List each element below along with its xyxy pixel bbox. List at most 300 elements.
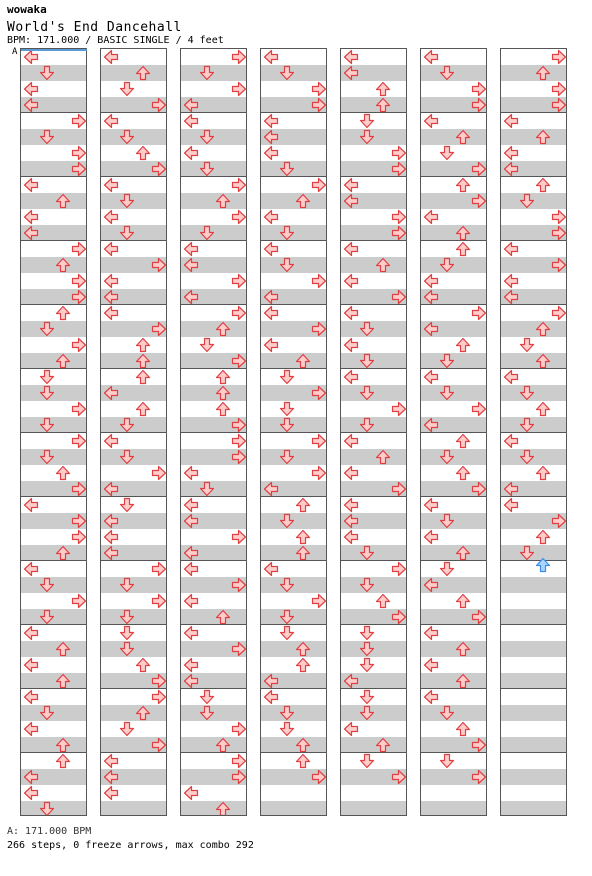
arrow-right-icon (391, 609, 407, 625)
arrow-down-icon (359, 625, 375, 641)
arrow-right-icon (71, 113, 87, 129)
arrow-down-icon (439, 145, 455, 161)
arrow-down-icon (439, 65, 455, 81)
beat-band (501, 609, 566, 625)
arrow-up-icon (215, 321, 231, 337)
arrow-left-icon (263, 289, 279, 305)
arrow-left-icon (423, 577, 439, 593)
bpm-change-marker (21, 49, 87, 51)
arrow-up-icon (135, 65, 151, 81)
measure-line (21, 752, 86, 753)
arrow-left-icon (183, 97, 199, 113)
arrow-left-icon (343, 273, 359, 289)
arrow-left-icon (343, 721, 359, 737)
arrow-left-icon (183, 257, 199, 273)
arrow-right-icon (151, 737, 167, 753)
arrow-left-icon (423, 369, 439, 385)
arrow-right-icon (231, 177, 247, 193)
beat-band (421, 225, 486, 241)
beat-band (181, 385, 246, 401)
arrow-right-icon (71, 273, 87, 289)
chart-column (100, 48, 167, 816)
arrow-up-icon (455, 593, 471, 609)
arrow-up-icon (215, 401, 231, 417)
beat-band (421, 801, 486, 816)
arrow-left-icon (343, 497, 359, 513)
arrow-up-icon (55, 353, 71, 369)
arrow-left-icon (103, 49, 119, 65)
arrow-left-icon (103, 305, 119, 321)
arrow-down-icon (279, 417, 295, 433)
arrow-up-icon (215, 369, 231, 385)
arrow-right-icon (551, 225, 567, 241)
arrow-right-icon (311, 593, 327, 609)
arrow-down-icon (519, 337, 535, 353)
arrow-up-icon (455, 129, 471, 145)
arrow-right-icon (71, 529, 87, 545)
arrow-left-icon (23, 769, 39, 785)
arrow-up-icon (135, 369, 151, 385)
arrow-right-icon (551, 305, 567, 321)
arrow-down-icon (279, 161, 295, 177)
song-title: World's End Dancehall (7, 20, 182, 35)
beat-band (21, 545, 86, 561)
arrow-down-icon (279, 609, 295, 625)
arrow-right-icon (391, 161, 407, 177)
arrow-down-icon (359, 705, 375, 721)
arrow-right-icon (311, 81, 327, 97)
arrow-right-icon (471, 481, 487, 497)
arrow-left-icon (103, 529, 119, 545)
arrow-up-icon (295, 545, 311, 561)
arrow-left-icon (503, 161, 519, 177)
arrow-left-icon (103, 113, 119, 129)
arrow-down-icon (359, 385, 375, 401)
arrow-left-icon (503, 481, 519, 497)
arrow-down-icon (119, 641, 135, 657)
arrow-right-icon (151, 321, 167, 337)
arrow-left-icon (423, 497, 439, 513)
arrow-left-icon (343, 241, 359, 257)
arrow-up-icon (215, 609, 231, 625)
arrow-down-icon (119, 417, 135, 433)
beat-band (101, 353, 166, 369)
arrow-right-icon (231, 209, 247, 225)
arrow-up-icon (55, 257, 71, 273)
arrow-down-icon (39, 801, 55, 816)
arrow-left-icon (183, 673, 199, 689)
arrow-right-icon (471, 193, 487, 209)
arrow-right-icon (231, 81, 247, 97)
arrow-right-icon (151, 257, 167, 273)
arrow-right-icon (311, 177, 327, 193)
measure-line (261, 752, 326, 753)
arrow-down-icon (39, 65, 55, 81)
arrow-down-icon (439, 385, 455, 401)
beat-band (21, 353, 86, 369)
arrow-left-icon (23, 177, 39, 193)
arrow-left-icon (263, 113, 279, 129)
arrow-left-icon (103, 385, 119, 401)
arrow-down-icon (39, 449, 55, 465)
arrow-up-icon (535, 465, 551, 481)
arrow-left-icon (23, 209, 39, 225)
arrow-right-icon (551, 257, 567, 273)
arrow-up-icon (55, 737, 71, 753)
arrow-left-icon (23, 657, 39, 673)
arrow-down-icon (359, 753, 375, 769)
arrow-up-icon (295, 529, 311, 545)
arrow-left-icon (343, 193, 359, 209)
arrow-up-icon (55, 545, 71, 561)
footer-stats: 266 steps, 0 freeze arrows, max combo 292 (7, 840, 254, 851)
arrow-right-icon (231, 641, 247, 657)
beat-band (421, 129, 486, 145)
beat-band (101, 65, 166, 81)
measure-line (501, 752, 566, 753)
arrow-left-icon (503, 273, 519, 289)
arrow-left-icon (103, 433, 119, 449)
arrow-down-icon (279, 225, 295, 241)
arrow-down-icon (279, 513, 295, 529)
arrow-down-icon (279, 369, 295, 385)
arrow-left-icon (263, 481, 279, 497)
arrow-left-icon (103, 241, 119, 257)
arrow-left-icon (183, 241, 199, 257)
arrow-right-icon (551, 81, 567, 97)
arrow-left-icon (23, 225, 39, 241)
artist-name: wowaka (7, 3, 47, 16)
arrow-left-icon (343, 337, 359, 353)
arrow-up-icon (295, 753, 311, 769)
arrow-left-icon (183, 625, 199, 641)
arrow-right-icon (151, 97, 167, 113)
arrow-left-icon (343, 529, 359, 545)
arrow-left-icon (503, 497, 519, 513)
arrow-right-icon (231, 721, 247, 737)
footer-bpm: A: 171.000 BPM (7, 826, 92, 837)
arrow-left-icon (423, 689, 439, 705)
beat-band (21, 257, 86, 273)
arrow-left-icon (23, 97, 39, 113)
arrow-down-icon (39, 417, 55, 433)
arrow-left-icon (423, 273, 439, 289)
arrow-down-icon (119, 449, 135, 465)
arrow-right-icon (231, 433, 247, 449)
beat-band (501, 353, 566, 369)
arrow-right-icon (151, 465, 167, 481)
arrow-up-icon (455, 673, 471, 689)
arrow-down-icon (199, 689, 215, 705)
arrow-down-icon (119, 225, 135, 241)
arrow-down-icon (39, 321, 55, 337)
arrow-left-icon (183, 145, 199, 161)
arrow-left-icon (183, 545, 199, 561)
arrow-left-icon (103, 785, 119, 801)
arrow-down-icon (359, 545, 375, 561)
arrow-down-icon (279, 625, 295, 641)
beat-band (501, 769, 566, 785)
beat-band (421, 641, 486, 657)
beat-band (261, 545, 326, 561)
arrow-down-icon (279, 257, 295, 273)
arrow-up-icon (135, 145, 151, 161)
arrow-down-icon (439, 753, 455, 769)
beat-band (421, 545, 486, 561)
arrow-down-icon (119, 609, 135, 625)
arrow-right-icon (71, 145, 87, 161)
arrow-left-icon (23, 689, 39, 705)
arrow-left-icon (503, 289, 519, 305)
arrow-right-icon (151, 561, 167, 577)
arrow-left-icon (343, 465, 359, 481)
arrow-down-icon (39, 705, 55, 721)
measure-line (501, 624, 566, 625)
arrow-left-icon (103, 481, 119, 497)
arrow-down-icon (119, 577, 135, 593)
arrow-up-icon (535, 529, 551, 545)
arrow-down-icon (359, 129, 375, 145)
arrow-left-icon (503, 433, 519, 449)
beat-band (181, 801, 246, 816)
arrow-down-icon (39, 129, 55, 145)
arrow-up-icon (295, 737, 311, 753)
arrow-left-icon (23, 497, 39, 513)
beat-band (21, 673, 86, 689)
arrow-up-icon (215, 801, 231, 816)
arrow-left-icon (263, 209, 279, 225)
arrow-left-icon (423, 529, 439, 545)
arrow-down-icon (39, 385, 55, 401)
arrow-up-icon (375, 737, 391, 753)
arrow-up-icon (55, 465, 71, 481)
arrow-right-icon (71, 337, 87, 353)
arrow-left-icon (343, 177, 359, 193)
arrow-right-icon (471, 737, 487, 753)
arrow-down-icon (359, 353, 375, 369)
arrow-left-icon (183, 497, 199, 513)
arrow-down-icon (439, 705, 455, 721)
arrow-right-icon (391, 561, 407, 577)
beat-band (341, 737, 406, 753)
arrow-up-icon (295, 353, 311, 369)
arrow-left-icon (343, 305, 359, 321)
arrow-down-icon (279, 65, 295, 81)
arrow-left-icon (503, 113, 519, 129)
arrow-left-icon (103, 273, 119, 289)
arrow-left-icon (183, 657, 199, 673)
beat-band (341, 257, 406, 273)
arrow-left-icon (343, 513, 359, 529)
arrow-down-icon (359, 577, 375, 593)
arrow-left-icon (23, 785, 39, 801)
arrow-right-icon (311, 273, 327, 289)
arrow-up-icon (215, 193, 231, 209)
arrow-right-icon (551, 513, 567, 529)
arrow-down-icon (519, 417, 535, 433)
arrow-left-icon (183, 561, 199, 577)
beat-band (101, 801, 166, 816)
arrow-down-icon (39, 369, 55, 385)
arrow-down-icon (359, 417, 375, 433)
bpm-marker-label: A (12, 47, 18, 57)
beat-band (501, 673, 566, 689)
arrow-left-icon (103, 545, 119, 561)
beat-band (421, 673, 486, 689)
arrow-down-icon (519, 449, 535, 465)
arrow-left-icon (183, 113, 199, 129)
arrow-left-icon (23, 49, 39, 65)
arrow-up-icon (215, 737, 231, 753)
chart-column (20, 48, 87, 816)
arrow-up-icon (295, 497, 311, 513)
arrow-up-icon (135, 657, 151, 673)
arrow-left-icon (503, 369, 519, 385)
beat-band (341, 97, 406, 113)
arrow-right-icon (71, 593, 87, 609)
arrow-left-icon (263, 689, 279, 705)
arrow-up-icon (295, 657, 311, 673)
arrow-up-icon (55, 753, 71, 769)
arrow-right-icon (231, 769, 247, 785)
arrow-up-icon (455, 433, 471, 449)
arrow-left-icon (263, 129, 279, 145)
arrow-down-icon (119, 193, 135, 209)
arrow-up-icon (375, 449, 391, 465)
arrow-up-icon (55, 193, 71, 209)
measure-line (501, 688, 566, 689)
arrow-right-icon (151, 673, 167, 689)
arrow-right-icon (471, 161, 487, 177)
arrow-left-icon (103, 209, 119, 225)
arrow-left-icon (423, 113, 439, 129)
arrow-up-icon (455, 465, 471, 481)
arrow-left-icon (423, 289, 439, 305)
beat-band (101, 705, 166, 721)
arrow-down-icon (199, 65, 215, 81)
arrow-right-icon (151, 689, 167, 705)
arrow-up-icon (55, 305, 71, 321)
arrow-up-icon (535, 129, 551, 145)
arrow-right-icon (471, 305, 487, 321)
beat-band (261, 801, 326, 816)
arrow-right-icon (151, 161, 167, 177)
arrow-down-icon (199, 705, 215, 721)
chart-column (340, 48, 407, 816)
arrow-up-icon (455, 241, 471, 257)
arrow-down-icon (39, 609, 55, 625)
arrow-left-icon (183, 785, 199, 801)
arrow-left-icon (183, 593, 199, 609)
arrow-left-icon (423, 657, 439, 673)
arrow-left-icon (103, 289, 119, 305)
arrow-up-icon (455, 337, 471, 353)
arrow-down-icon (199, 161, 215, 177)
arrow-left-icon (423, 321, 439, 337)
arrow-right-icon (71, 513, 87, 529)
arrow-up-icon (535, 401, 551, 417)
arrow-left-icon (423, 49, 439, 65)
arrow-right-icon (71, 241, 87, 257)
arrow-down-icon (199, 481, 215, 497)
arrow-left-icon (343, 369, 359, 385)
arrow-down-icon (359, 641, 375, 657)
arrow-up-icon (535, 177, 551, 193)
arrow-down-icon (439, 353, 455, 369)
arrow-down-icon (119, 721, 135, 737)
beat-band (501, 705, 566, 721)
arrow-up-icon (455, 721, 471, 737)
beat-band (261, 353, 326, 369)
beat-band (501, 321, 566, 337)
arrow-up-icon (295, 193, 311, 209)
arrow-right-icon (231, 273, 247, 289)
arrow-right-icon (231, 577, 247, 593)
arrow-left-icon (263, 305, 279, 321)
beat-band (181, 321, 246, 337)
arrow-left-icon (503, 145, 519, 161)
arrow-up-icon (135, 401, 151, 417)
arrow-down-icon (119, 497, 135, 513)
beat-band (501, 577, 566, 593)
arrow-down-icon (439, 257, 455, 273)
arrow-right-icon (231, 305, 247, 321)
arrow-down-icon (39, 577, 55, 593)
arrow-down-icon (359, 689, 375, 705)
arrow-left-icon (423, 417, 439, 433)
arrow-down-icon (439, 513, 455, 529)
chart-column (500, 48, 567, 816)
arrow-right-icon (311, 465, 327, 481)
arrow-down-icon (279, 577, 295, 593)
arrow-right-icon (311, 433, 327, 449)
arrow-right-icon (391, 289, 407, 305)
beat-band (501, 129, 566, 145)
beat-band (261, 737, 326, 753)
arrow-down-icon (359, 113, 375, 129)
arrow-down-icon (439, 449, 455, 465)
measure-line (101, 368, 166, 369)
arrow-left-icon (263, 673, 279, 689)
arrow-down-icon (119, 129, 135, 145)
arrow-left-icon (423, 625, 439, 641)
arrow-up-icon (135, 353, 151, 369)
arrow-down-icon (119, 625, 135, 641)
arrow-right-icon (151, 593, 167, 609)
arrow-up-icon (55, 673, 71, 689)
arrow-right-icon (471, 609, 487, 625)
arrow-up-icon (55, 641, 71, 657)
beat-band (501, 801, 566, 816)
arrow-right-icon (231, 529, 247, 545)
arrow-up-icon (295, 641, 311, 657)
arrow-right-icon (231, 417, 247, 433)
arrow-left-icon (183, 513, 199, 529)
arrow-left-icon (23, 81, 39, 97)
beat-band (181, 609, 246, 625)
arrow-left-icon (343, 673, 359, 689)
arrow-right-icon (71, 161, 87, 177)
arrow-down-icon (199, 337, 215, 353)
arrow-right-icon (311, 769, 327, 785)
arrow-left-icon (503, 241, 519, 257)
arrow-left-icon (263, 49, 279, 65)
arrow-right-icon (71, 289, 87, 305)
beat-band (181, 193, 246, 209)
arrow-right-icon (71, 433, 87, 449)
chart-column (180, 48, 247, 816)
arrow-down-icon (279, 449, 295, 465)
